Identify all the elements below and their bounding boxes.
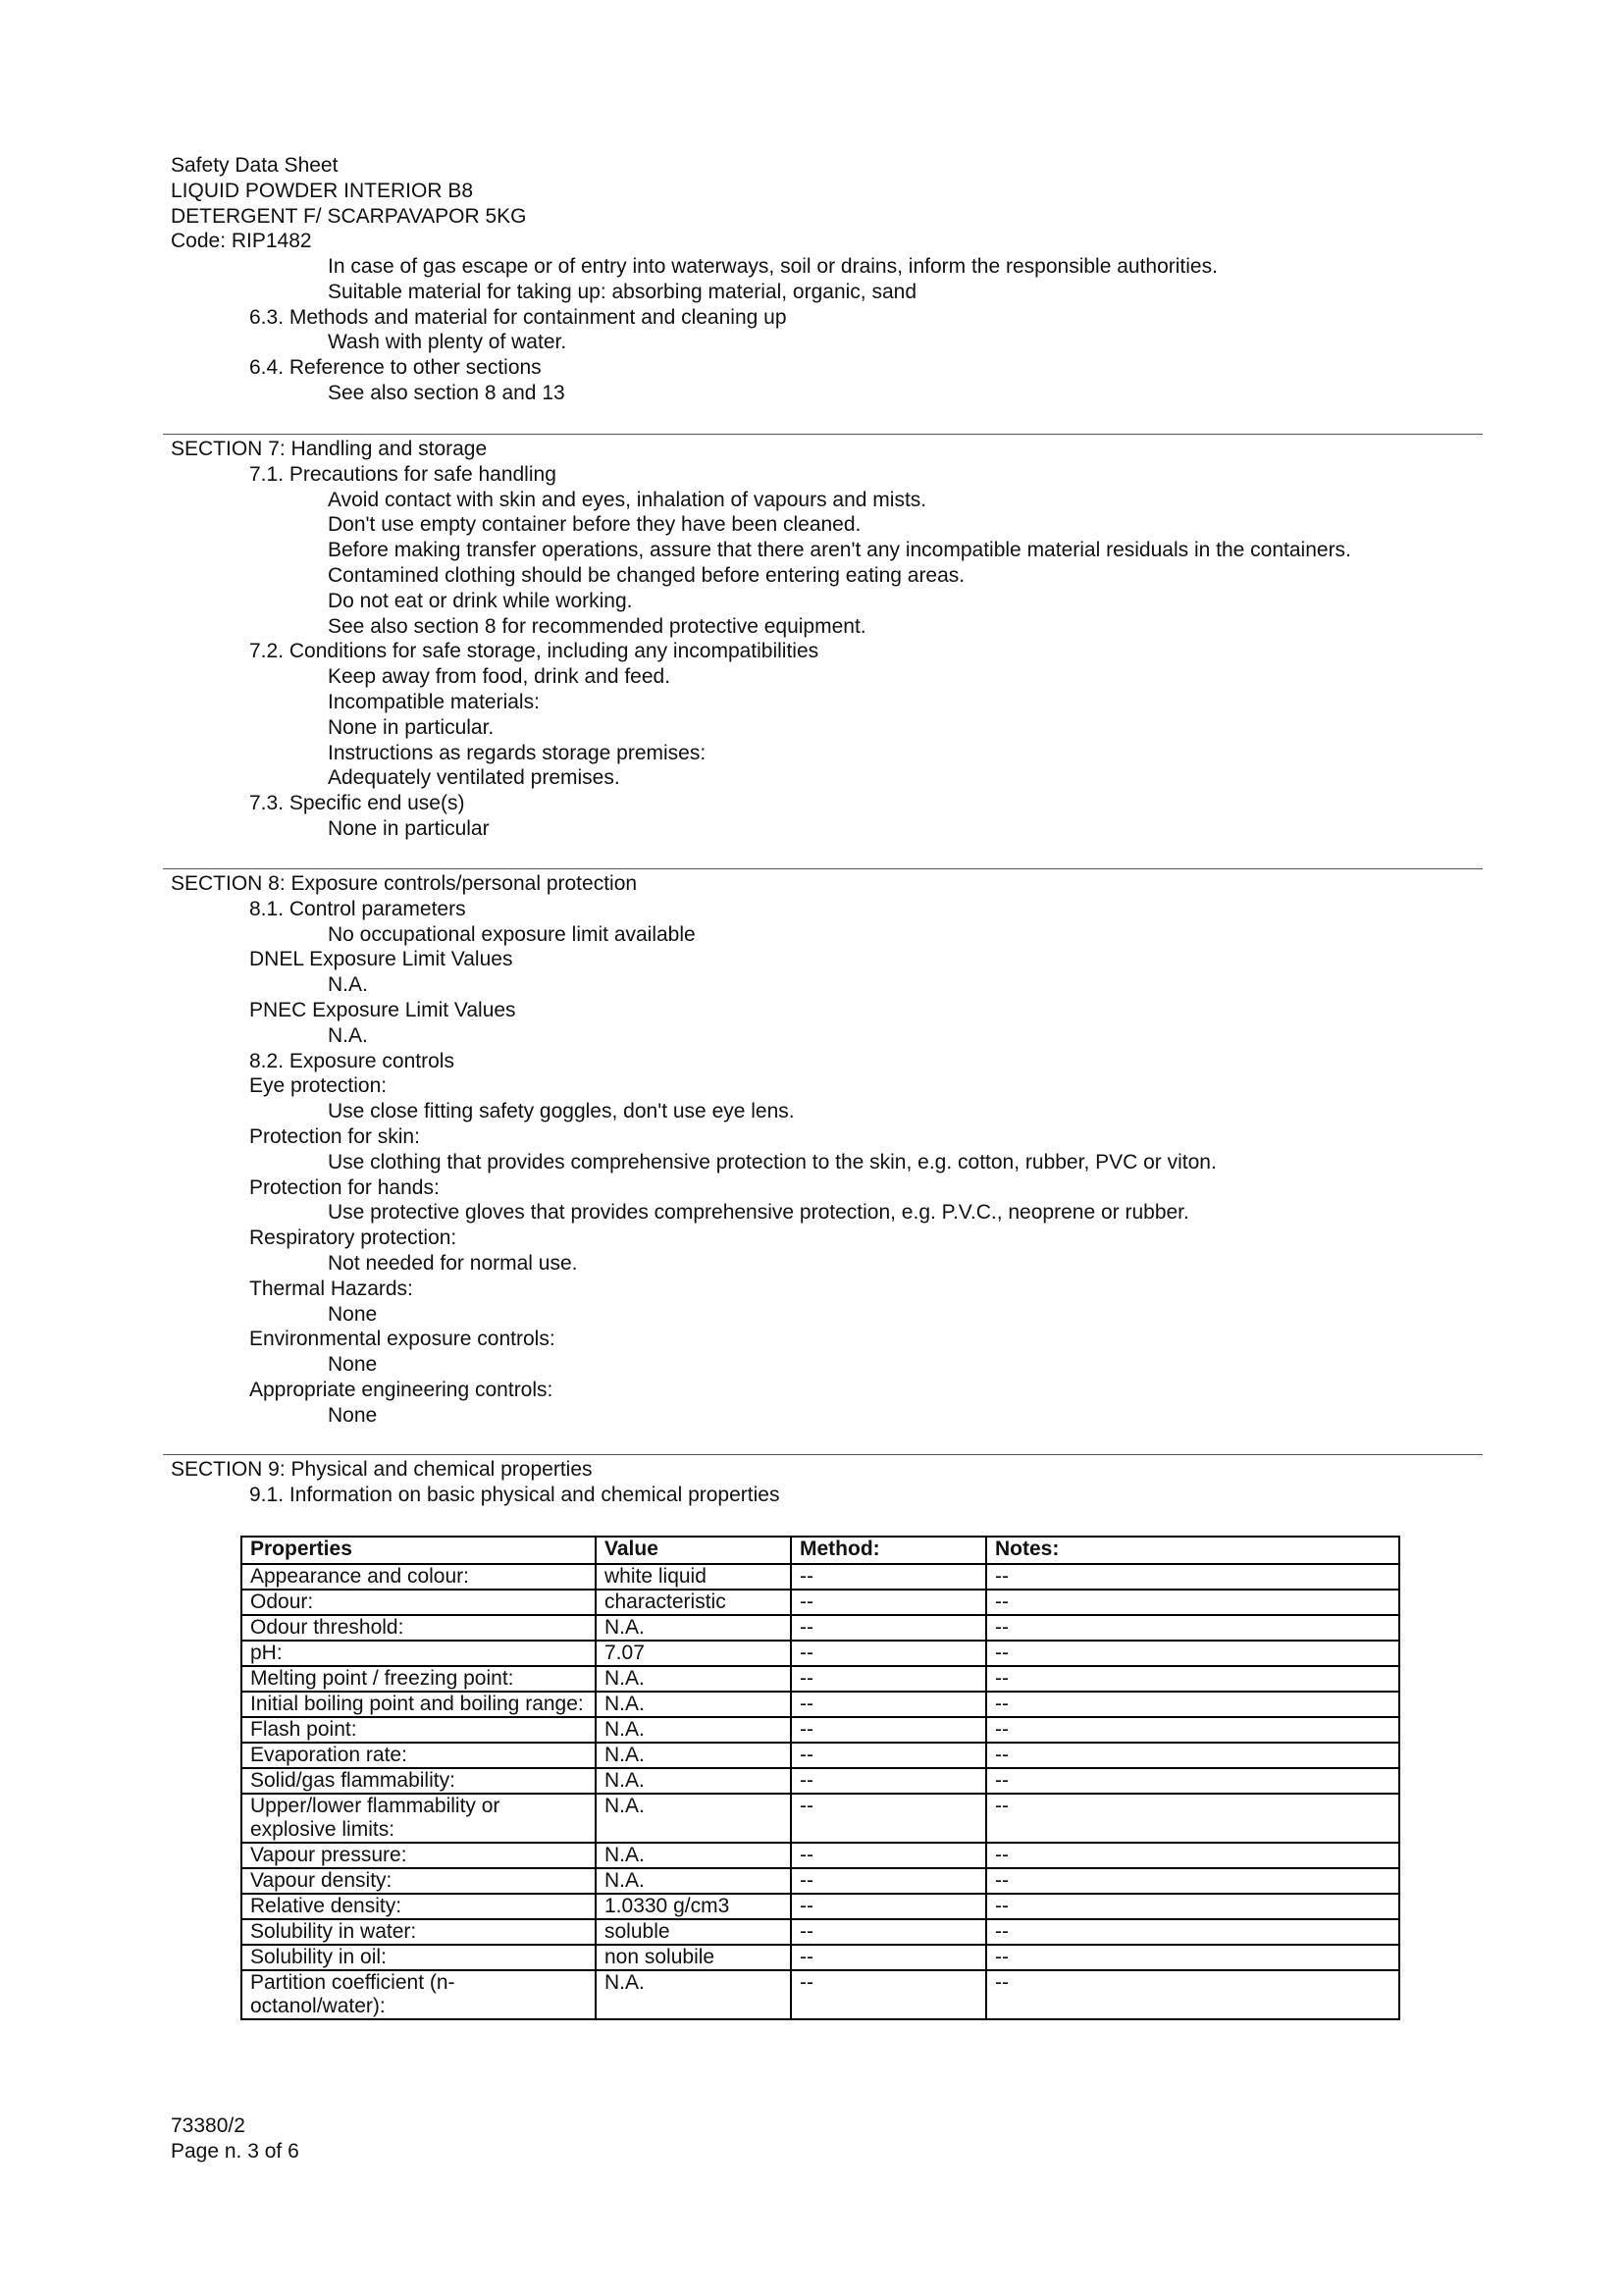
body-text-line: Contamined clothing should be changed before entering eating areas. xyxy=(328,563,966,587)
method-cell: -- xyxy=(791,1945,986,1970)
value-cell: 1.0330 g/cm3 xyxy=(596,1894,791,1919)
section-8-body xyxy=(171,897,1217,1429)
value-cell: N.A. xyxy=(596,1794,791,1843)
method-cell: -- xyxy=(791,1894,986,1919)
method-cell: -- xyxy=(791,1743,986,1768)
body-text-line: None xyxy=(328,1353,378,1377)
property-cell: Odour threshold: xyxy=(241,1615,596,1641)
method-cell: -- xyxy=(791,1919,986,1945)
table-row xyxy=(241,1743,1399,1768)
section-8-title: SECTION 8: Exposure controls/personal protection xyxy=(171,872,638,895)
body-text-line: Do not eat or drink while working. xyxy=(328,589,633,612)
product-name-line-1: LIQUID POWDER INTERIOR B8 xyxy=(171,179,474,202)
subsection-heading: 7.2. Conditions for safe storage, including any incompatibilities xyxy=(249,640,819,663)
notes-cell: -- xyxy=(986,1666,1399,1692)
body-text-line: None in particular xyxy=(328,816,490,840)
property-cell: Evaporation rate: xyxy=(241,1743,596,1768)
body-text-line: Use close fitting safety goggles, don't use eye lens. xyxy=(328,1100,795,1123)
value-cell: 7.07 xyxy=(596,1641,791,1666)
notes-cell: -- xyxy=(986,1564,1399,1590)
body-text-line: None xyxy=(328,1403,378,1427)
property-cell: Odour: xyxy=(241,1590,596,1615)
value-cell: N.A. xyxy=(596,1743,791,1768)
subsection-heading: Eye protection: xyxy=(249,1074,388,1098)
subsection-heading: Thermal Hazards: xyxy=(249,1277,413,1300)
notes-cell: -- xyxy=(986,1641,1399,1666)
body-text-line: N.A. xyxy=(328,1023,368,1047)
method-cell: -- xyxy=(791,1615,986,1641)
subsection-heading: Protection for hands: xyxy=(249,1175,440,1199)
section-9-title: SECTION 9: Physical and chemical properties xyxy=(171,1458,593,1481)
body-text-line: In case of gas escape or of entry into waterways, soil or drains, inform the responsible authorities. xyxy=(328,255,1218,278)
body-text-line: Suitable material for taking up: absorbing material, organic, sand xyxy=(328,280,917,303)
subsection-heading: Respiratory protection: xyxy=(249,1226,457,1250)
property-cell: Solubility in water: xyxy=(241,1919,596,1945)
table-row xyxy=(241,1919,1399,1945)
table-row xyxy=(241,1894,1399,1919)
body-text-line: Keep away from food, drink and feed. xyxy=(328,665,671,689)
subsection-heading: 6.4. Reference to other sections xyxy=(249,356,542,380)
section-divider xyxy=(163,868,1483,869)
body-text-line: None in particular. xyxy=(328,715,495,739)
subsection-heading: Environmental exposure controls: xyxy=(249,1328,555,1351)
notes-cell: -- xyxy=(986,1970,1399,2019)
value-cell: N.A. xyxy=(596,1615,791,1641)
notes-cell: -- xyxy=(986,1894,1399,1919)
value-cell: N.A. xyxy=(596,1868,791,1894)
section-divider xyxy=(163,434,1483,435)
value-cell: N.A. xyxy=(596,1717,791,1743)
method-cell: -- xyxy=(791,1666,986,1692)
subsection-heading: Appropriate engineering controls: xyxy=(249,1378,553,1401)
body-text-line: N.A. xyxy=(328,973,368,997)
property-cell: Relative density: xyxy=(241,1894,596,1919)
subsection-heading: Protection for skin: xyxy=(249,1124,420,1148)
table-row xyxy=(241,1641,1399,1666)
notes-cell: -- xyxy=(986,1794,1399,1843)
body-text-line: Use clothing that provides comprehensive protection to the skin, e.g. cotton, rubber, PVC or viton. xyxy=(328,1150,1217,1174)
method-cell: -- xyxy=(791,1794,986,1843)
body-text-line: Not needed for normal use. xyxy=(328,1251,578,1275)
body-text-line: Incompatible materials: xyxy=(328,690,540,713)
value-cell: N.A. xyxy=(596,1970,791,2019)
table-row xyxy=(241,1970,1399,2019)
notes-cell: -- xyxy=(986,1868,1399,1894)
column-header-value: Value xyxy=(596,1537,791,1564)
table-row xyxy=(241,1615,1399,1641)
method-cell: -- xyxy=(791,1768,986,1794)
value-cell: N.A. xyxy=(596,1843,791,1868)
document-title: Safety Data Sheet xyxy=(171,154,339,177)
value-cell: N.A. xyxy=(596,1666,791,1692)
body-text-line: See also section 8 and 13 xyxy=(328,381,565,404)
notes-cell: -- xyxy=(986,1768,1399,1794)
body-text-line: Avoid contact with skin and eyes, inhalation of vapours and mists. xyxy=(328,488,927,511)
subsection-heading: DNEL Exposure Limit Values xyxy=(249,948,513,971)
value-cell: non solubile xyxy=(596,1945,791,1970)
property-cell: Partition coefficient (n-octanol/water): xyxy=(241,1970,596,2019)
table-row xyxy=(241,1794,1399,1843)
notes-cell: -- xyxy=(986,1919,1399,1945)
table-row xyxy=(241,1717,1399,1743)
value-cell: soluble xyxy=(596,1919,791,1945)
column-header-properties: Properties xyxy=(241,1537,596,1564)
property-cell: Vapour pressure: xyxy=(241,1843,596,1868)
page-footer xyxy=(171,2113,299,2165)
table-row xyxy=(241,1868,1399,1894)
table-row xyxy=(241,1666,1399,1692)
table-header-row xyxy=(241,1537,1399,1564)
method-cell: -- xyxy=(791,1843,986,1868)
body-text-line: See also section 8 for recommended protective equipment. xyxy=(328,614,866,638)
value-cell: white liquid xyxy=(596,1564,791,1590)
body-text-line: Use protective gloves that provides comprehensive protection, e.g. P.V.C., neoprene or rubber. xyxy=(328,1201,1189,1225)
body-text-line: Wash with plenty of water. xyxy=(328,331,567,354)
method-cell: -- xyxy=(791,1641,986,1666)
subsection-heading: 8.1. Control parameters xyxy=(249,897,466,920)
method-cell: -- xyxy=(791,1590,986,1615)
method-cell: -- xyxy=(791,1970,986,2019)
product-code: Code: RIP1482 xyxy=(171,230,312,253)
property-cell: Vapour density: xyxy=(241,1868,596,1894)
table-row xyxy=(241,1843,1399,1868)
table-row xyxy=(241,1590,1399,1615)
subsection-heading: 7.3. Specific end use(s) xyxy=(249,792,465,815)
properties-table xyxy=(240,1536,1400,2020)
notes-cell: -- xyxy=(986,1615,1399,1641)
property-cell: pH: xyxy=(241,1641,596,1666)
notes-cell: -- xyxy=(986,1590,1399,1615)
body-text-line: Before making transfer operations, assure that there aren't any incompatible material residuals in the containers. xyxy=(328,539,1351,562)
section-7 xyxy=(171,437,1351,842)
property-cell: Appearance and colour: xyxy=(241,1564,596,1590)
subsection-heading: 6.3. Methods and material for containment and cleaning up xyxy=(249,305,787,329)
document-header xyxy=(171,153,527,254)
body-text-line: None xyxy=(328,1302,378,1326)
subsection-heading: 8.2. Exposure controls xyxy=(249,1049,454,1072)
property-cell: Solubility in oil: xyxy=(241,1945,596,1970)
method-cell: -- xyxy=(791,1717,986,1743)
table-row xyxy=(241,1768,1399,1794)
section-9 xyxy=(171,1457,779,1508)
column-header-notes: Notes: xyxy=(986,1537,1399,1564)
property-cell: Initial boiling point and boiling range: xyxy=(241,1692,596,1717)
document-number: 73380/2 xyxy=(171,2114,245,2137)
product-name-line-2: DETERGENT F/ SCARPAVAPOR 5KG xyxy=(171,204,527,228)
value-cell: characteristic xyxy=(596,1590,791,1615)
section-7-title: SECTION 7: Handling and storage xyxy=(171,438,488,460)
section-9-subtitle: 9.1. Information on basic physical and chemical properties xyxy=(249,1483,780,1506)
property-cell: Melting point / freezing point: xyxy=(241,1666,596,1692)
method-cell: -- xyxy=(791,1868,986,1894)
section-6-continuation xyxy=(171,254,1218,406)
property-cell: Solid/gas flammability: xyxy=(241,1768,596,1794)
table-row xyxy=(241,1564,1399,1590)
subsection-heading: 7.1. Precautions for safe handling xyxy=(249,462,556,486)
notes-cell: -- xyxy=(986,1717,1399,1743)
value-cell: N.A. xyxy=(596,1768,791,1794)
section-7-body xyxy=(171,462,1351,842)
body-text-line: Adequately ventilated premises. xyxy=(328,766,620,790)
section-divider xyxy=(163,1454,1483,1455)
body-text-line: Instructions as regards storage premises: xyxy=(328,741,707,764)
method-cell: -- xyxy=(791,1692,986,1717)
notes-cell: -- xyxy=(986,1692,1399,1717)
body-text-line: No occupational exposure limit available xyxy=(328,922,696,946)
page-number: Page n. 3 of 6 xyxy=(171,2139,299,2163)
subsection-heading: PNEC Exposure Limit Values xyxy=(249,998,516,1021)
body-text-line: Don't use empty container before they have been cleaned. xyxy=(328,513,862,537)
property-cell: Upper/lower flammability or explosive limits: xyxy=(241,1794,596,1843)
property-cell: Flash point: xyxy=(241,1717,596,1743)
table-row xyxy=(241,1692,1399,1717)
notes-cell: -- xyxy=(986,1743,1399,1768)
value-cell: N.A. xyxy=(596,1692,791,1717)
column-header-method: Method: xyxy=(791,1537,986,1564)
method-cell: -- xyxy=(791,1564,986,1590)
notes-cell: -- xyxy=(986,1945,1399,1970)
table-row xyxy=(241,1945,1399,1970)
notes-cell: -- xyxy=(986,1843,1399,1868)
section-8 xyxy=(171,871,1217,1429)
